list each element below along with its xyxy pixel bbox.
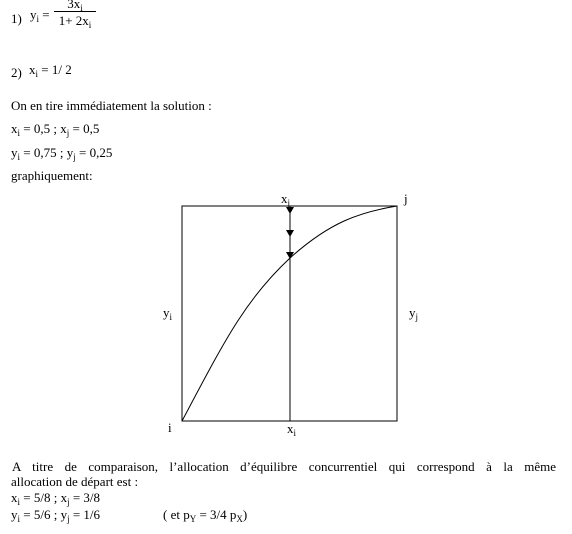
- price-ratio-note: ( et $p_Y = 3/4$ $p_X$): [163, 507, 248, 524]
- fraction-denominator: $1+ 2x_i$: [58, 13, 92, 30]
- solution-y-line: $y_i = 0,75$ ; $y_j = 0,25$: [11, 145, 113, 162]
- graph-intro-text: graphiquement:: [11, 168, 93, 183]
- equation-2-body: $x_i = 1/$ 2: [29, 62, 72, 79]
- comparison-line-1: A titre de comparaison, l’allocation d’équilibre concurrentiel qui correspond à la même: [12, 459, 556, 474]
- comparison-line-2: allocation de départ est :: [11, 474, 139, 489]
- top-axis-label: $x_j$: [281, 191, 291, 208]
- equation-1-lhs: $y_i$ =: [30, 7, 50, 24]
- corner-label-j: j: [404, 191, 408, 206]
- fraction-numerator: $3x_i$: [67, 0, 83, 13]
- equation-1-number: 1): [11, 11, 22, 26]
- right-axis-label: $y_j$: [409, 305, 419, 322]
- solution-x-line: $x_i = 0,5$ ; $x_j = 0,5$: [11, 121, 100, 138]
- bottom-axis-label: $x_i$: [287, 421, 297, 438]
- intro-text: On en tire immédiatement la solution :: [11, 98, 212, 113]
- comparison-x-line: $x_i = 5/8$ ; $x_j = 3/8$: [11, 490, 101, 507]
- comparison-y-line: $y_i = 5/6$ ; $y_j = 1/6$: [11, 507, 101, 524]
- arrow-head-2: [286, 230, 294, 237]
- corner-label-i: i: [168, 420, 172, 435]
- left-axis-label: $y_i$: [163, 305, 173, 322]
- equation-2-number: 2): [11, 65, 22, 80]
